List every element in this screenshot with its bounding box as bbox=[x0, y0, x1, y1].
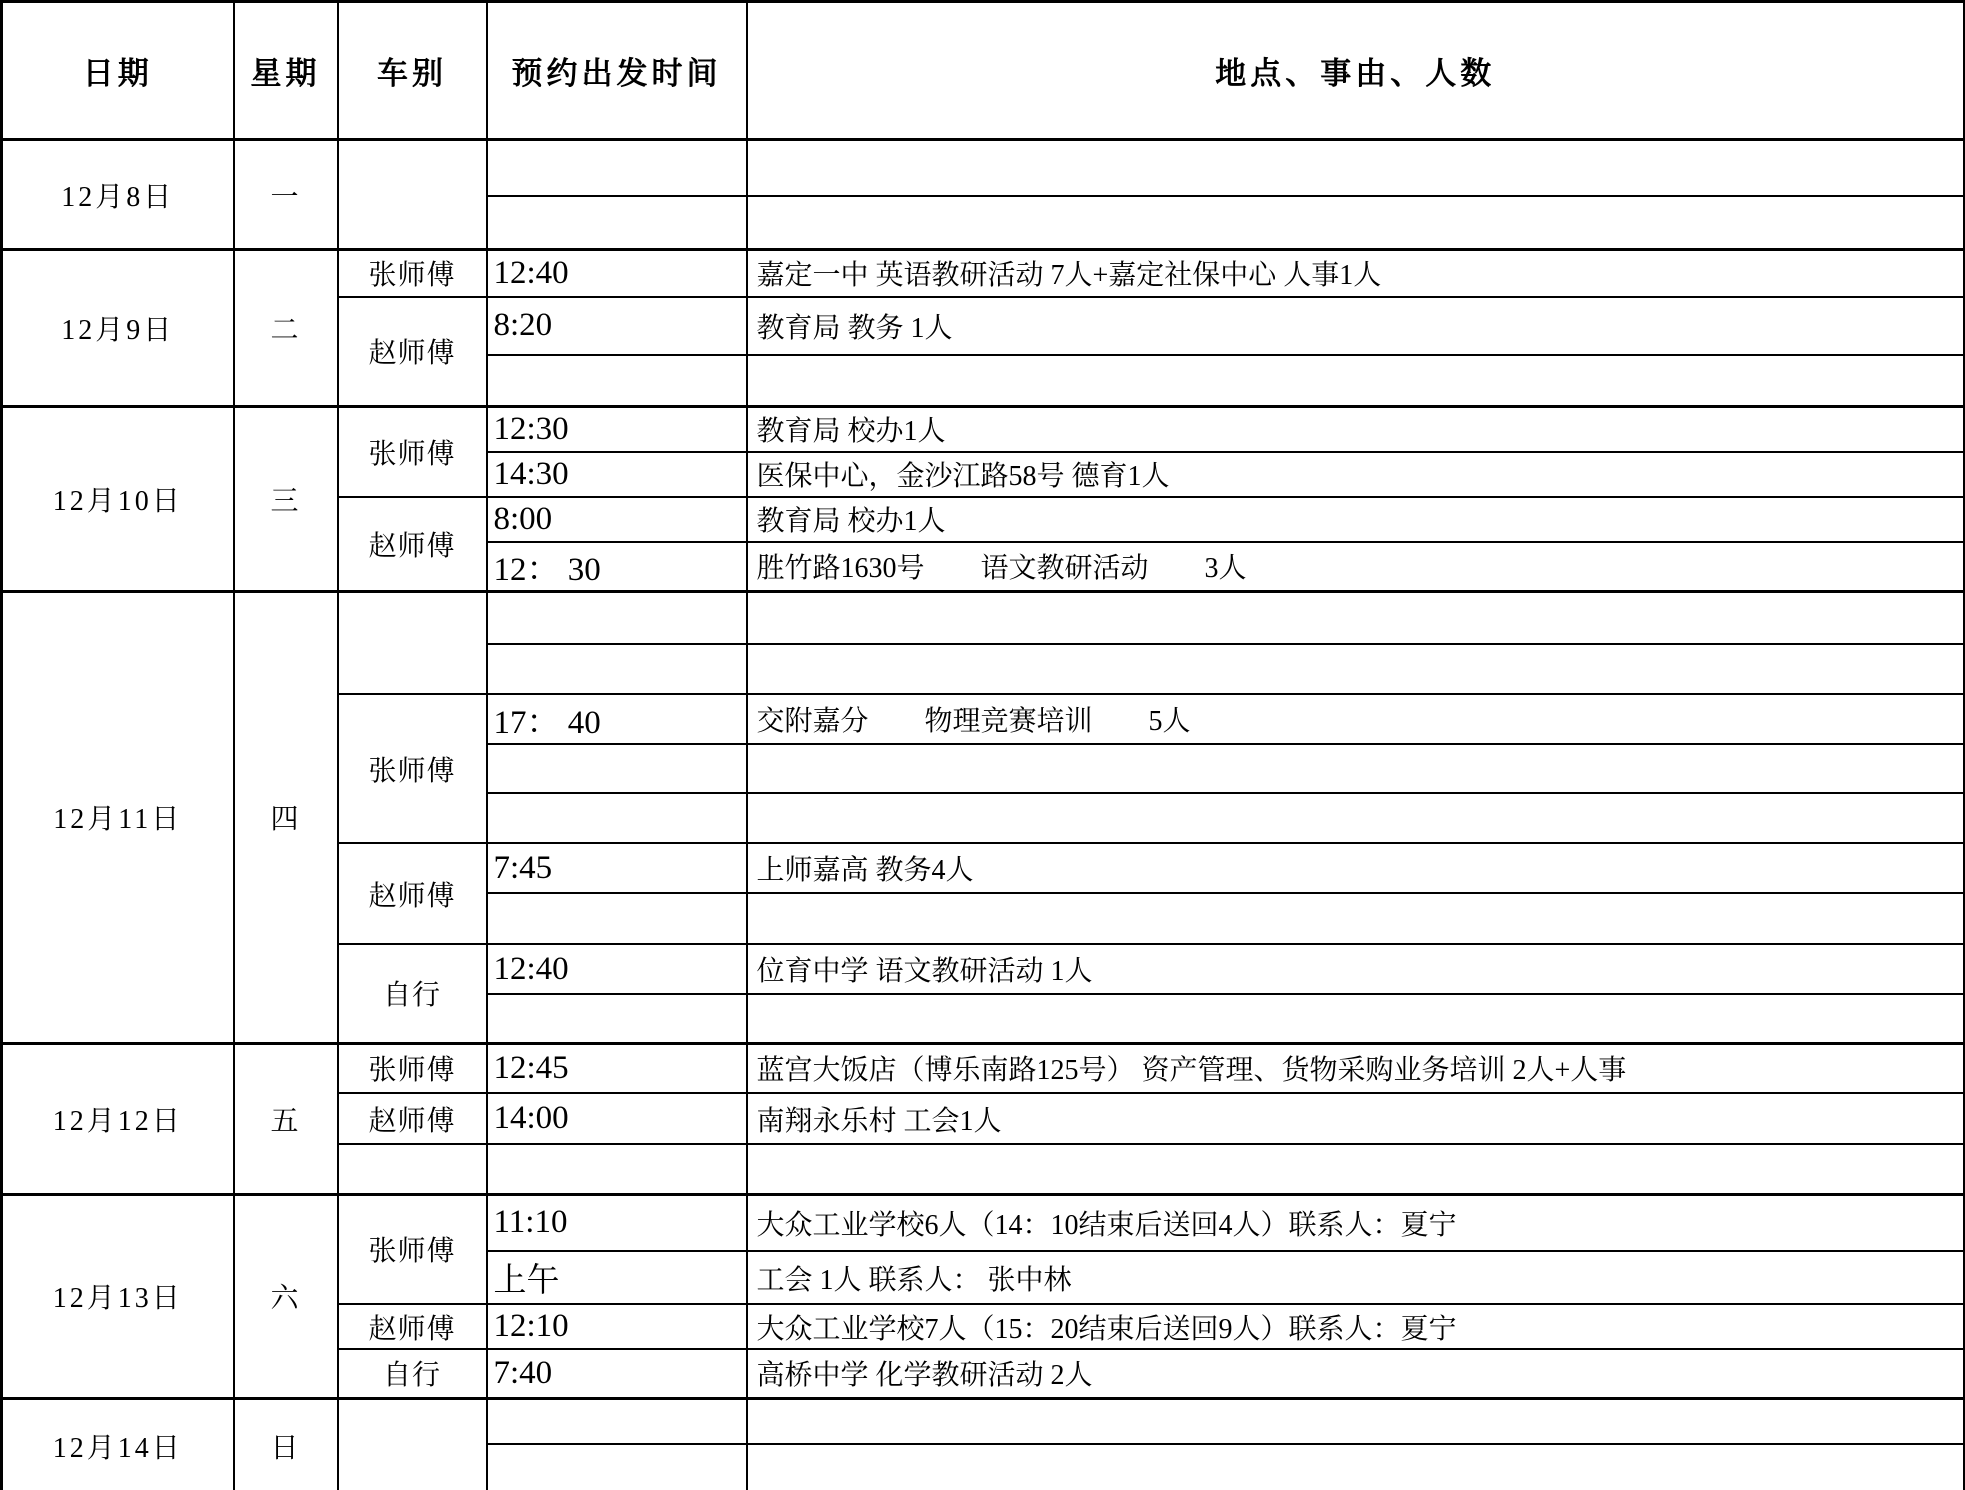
time-cell bbox=[487, 1144, 747, 1194]
time-cell: 12:30 bbox=[487, 407, 747, 452]
weekday-cell: 四 bbox=[234, 591, 338, 1043]
time-cell: 12： 30 bbox=[487, 542, 747, 592]
vehicle-cell bbox=[338, 1144, 487, 1194]
location-cell bbox=[747, 196, 1965, 250]
header-date: 日期 bbox=[2, 2, 234, 140]
weekday-cell: 一 bbox=[234, 140, 338, 250]
table-row bbox=[2, 1194, 1965, 1251]
time-cell bbox=[487, 591, 747, 644]
location-cell bbox=[747, 893, 1965, 944]
vehicle-cell bbox=[338, 591, 487, 694]
time-cell bbox=[487, 994, 747, 1043]
date-cell: 12月8日 bbox=[2, 140, 234, 250]
location-cell bbox=[747, 644, 1965, 694]
vehicle-cell: 赵师傅 bbox=[338, 1304, 487, 1349]
time-cell bbox=[487, 140, 747, 196]
location-cell bbox=[747, 1144, 1965, 1194]
vehicle-cell: 张师傅 bbox=[338, 1043, 487, 1093]
date-cell: 12月11日 bbox=[2, 591, 234, 1043]
vehicle-cell: 自行 bbox=[338, 1349, 487, 1398]
time-cell bbox=[487, 793, 747, 843]
location-cell bbox=[747, 355, 1965, 407]
location-cell bbox=[747, 1444, 1965, 1490]
time-cell: 14:00 bbox=[487, 1093, 747, 1144]
table-row bbox=[2, 1398, 1965, 1444]
date-cell: 12月12日 bbox=[2, 1043, 234, 1194]
vehicle-cell: 张师傅 bbox=[338, 1194, 487, 1304]
date-cell: 12月13日 bbox=[2, 1194, 234, 1398]
time-cell bbox=[487, 1398, 747, 1444]
time-cell: 12:40 bbox=[487, 250, 747, 297]
weekday-cell: 五 bbox=[234, 1043, 338, 1194]
vehicle-cell: 张师傅 bbox=[338, 694, 487, 843]
location-cell bbox=[747, 591, 1965, 644]
vehicle-cell: 张师傅 bbox=[338, 407, 487, 497]
header-vehicle: 车别 bbox=[338, 2, 487, 140]
location-cell bbox=[747, 994, 1965, 1043]
location-cell: 医保中心，金沙江路58号 德育1人 bbox=[747, 452, 1965, 497]
vehicle-cell: 赵师傅 bbox=[338, 843, 487, 944]
vehicle-cell: 赵师傅 bbox=[338, 1093, 487, 1144]
time-cell: 17： 40 bbox=[487, 694, 747, 744]
location-cell: 胜竹路1630号 语文教研活动 3人 bbox=[747, 542, 1965, 592]
location-cell bbox=[747, 1398, 1965, 1444]
vehicle-cell bbox=[338, 140, 487, 250]
time-cell: 11:10 bbox=[487, 1194, 747, 1251]
time-cell: 8:00 bbox=[487, 497, 747, 542]
location-cell: 大众工业学校7人（15：20结束后送回9人）联系人：夏宁 bbox=[747, 1304, 1965, 1349]
vehicle-cell: 赵师傅 bbox=[338, 497, 487, 592]
time-cell bbox=[487, 644, 747, 694]
time-cell: 7:40 bbox=[487, 1349, 747, 1398]
header-time: 预约出发时间 bbox=[487, 2, 747, 140]
vehicle-cell: 张师傅 bbox=[338, 250, 487, 297]
date-cell: 12月9日 bbox=[2, 250, 234, 407]
location-cell: 教育局 校办1人 bbox=[747, 407, 1965, 452]
vehicle-cell: 赵师傅 bbox=[338, 297, 487, 407]
weekday-cell: 日 bbox=[234, 1398, 338, 1490]
location-cell: 高桥中学 化学教研活动 2人 bbox=[747, 1349, 1965, 1398]
location-cell: 南翔永乐村 工会1人 bbox=[747, 1093, 1965, 1144]
location-cell bbox=[747, 793, 1965, 843]
table-row bbox=[2, 591, 1965, 644]
time-cell: 8:20 bbox=[487, 297, 747, 355]
time-cell bbox=[487, 1444, 747, 1490]
location-cell: 大众工业学校6人（14：10结束后送回4人）联系人：夏宁 bbox=[747, 1194, 1965, 1251]
time-cell bbox=[487, 196, 747, 250]
table-row bbox=[2, 140, 1965, 196]
location-cell bbox=[747, 744, 1965, 793]
location-cell bbox=[747, 140, 1965, 196]
time-cell: 14:30 bbox=[487, 452, 747, 497]
header-row bbox=[2, 2, 1965, 140]
table-row bbox=[2, 1043, 1965, 1093]
location-cell: 上师嘉高 教务4人 bbox=[747, 843, 1965, 893]
location-cell: 教育局 教务 1人 bbox=[747, 297, 1965, 355]
location-cell: 蓝宫大饭店（博乐南路125号） 资产管理、货物采购业务培训 2人+人事 bbox=[747, 1043, 1965, 1093]
location-cell: 交附嘉分 物理竞赛培训 5人 bbox=[747, 694, 1965, 744]
vehicle-cell bbox=[338, 1398, 487, 1490]
time-cell bbox=[487, 355, 747, 407]
time-cell: 上午 bbox=[487, 1251, 747, 1304]
location-cell: 位育中学 语文教研活动 1人 bbox=[747, 944, 1965, 994]
header-location: 地点、事由、人数 bbox=[747, 2, 1965, 140]
time-cell: 7:45 bbox=[487, 843, 747, 893]
time-cell: 12:40 bbox=[487, 944, 747, 994]
table-row bbox=[2, 407, 1965, 452]
weekday-cell: 三 bbox=[234, 407, 338, 592]
weekday-cell: 二 bbox=[234, 250, 338, 407]
location-cell: 教育局 校办1人 bbox=[747, 497, 1965, 542]
time-cell bbox=[487, 893, 747, 944]
header-weekday: 星期 bbox=[234, 2, 338, 140]
vehicle-cell: 自行 bbox=[338, 944, 487, 1043]
date-cell: 12月14日 bbox=[2, 1398, 234, 1490]
location-cell: 嘉定一中 英语教研活动 7人+嘉定社保中心 人事1人 bbox=[747, 250, 1965, 297]
time-cell: 12:45 bbox=[487, 1043, 747, 1093]
location-cell: 工会 1人 联系人： 张中林 bbox=[747, 1251, 1965, 1304]
time-cell: 12:10 bbox=[487, 1304, 747, 1349]
weekday-cell: 六 bbox=[234, 1194, 338, 1398]
table-row bbox=[2, 250, 1965, 297]
date-cell: 12月10日 bbox=[2, 407, 234, 592]
time-cell bbox=[487, 744, 747, 793]
